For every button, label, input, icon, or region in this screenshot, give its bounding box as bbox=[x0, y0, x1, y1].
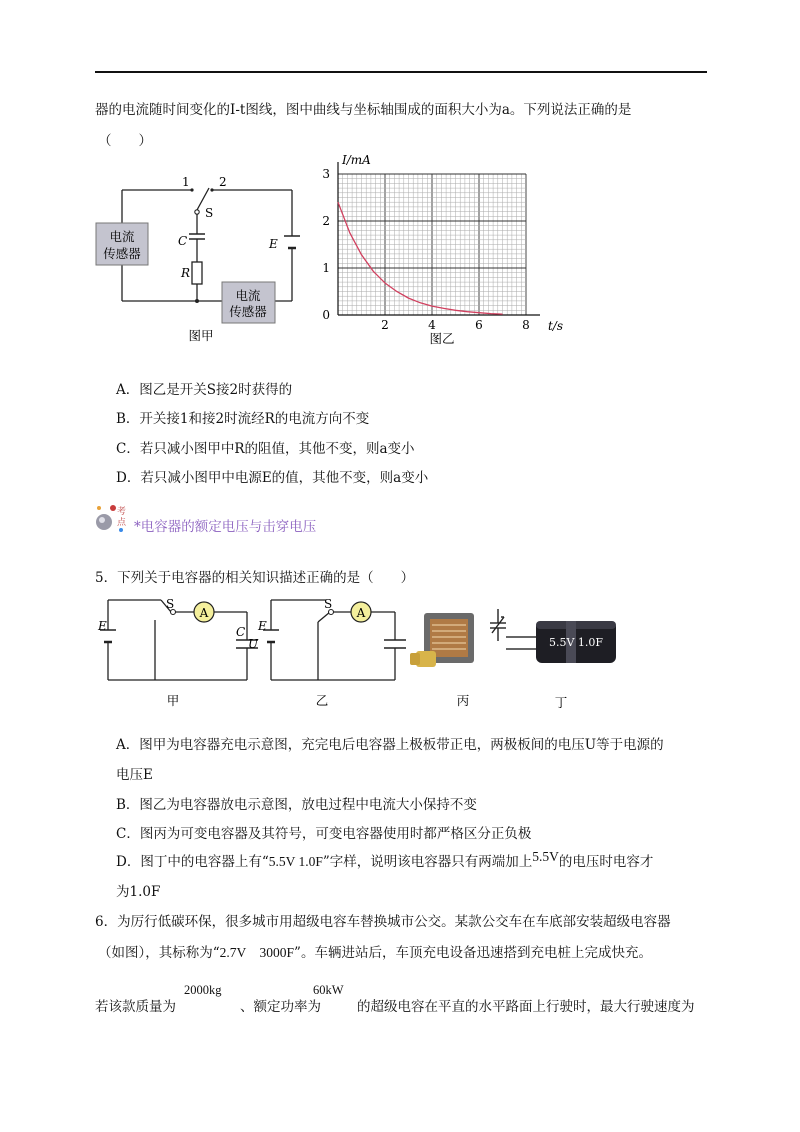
res-label: R bbox=[181, 266, 191, 280]
q5-jia-switch-label: S bbox=[166, 597, 175, 611]
q4-option-b: B．开关接1和接2时流经R的电流方向不变 bbox=[116, 411, 370, 427]
q5-option-b: B．图乙为电容器放电示意图，放电过程中电流大小保持不变 bbox=[116, 797, 477, 813]
node2-label: 2 bbox=[219, 175, 227, 189]
x-tick-label: 4 bbox=[428, 318, 436, 332]
kaodian-title: *电容器的额定电压与击穿电压 bbox=[134, 519, 317, 535]
q5-option-d-line2: 为1.0F bbox=[116, 884, 161, 900]
q5-figure-yi bbox=[250, 592, 410, 712]
q5-figure-ding bbox=[506, 615, 626, 715]
q5-figure-jia bbox=[95, 592, 265, 712]
kaodian-badge-icon bbox=[91, 500, 133, 540]
q5-caption-yi: 乙 bbox=[315, 693, 329, 708]
x-tick-label: 8 bbox=[522, 318, 530, 332]
q4-option-c: C．若只减小图甲中R的阻值，其他不变，则a变小 bbox=[116, 441, 415, 457]
sensor2-label-line1: 电流 bbox=[235, 288, 261, 303]
q5-figure-bing bbox=[408, 595, 518, 713]
q5-caption-bing: 丙 bbox=[456, 693, 470, 708]
intro-line: 器的电流随时间变化的I-t图线，图中曲线与坐标轴围成的面积大小为a。下列说法正确的是 bbox=[95, 102, 632, 118]
x-tick-label: 2 bbox=[381, 318, 389, 332]
figure-jia-caption: 图甲 bbox=[188, 328, 214, 343]
y-axis-label: I/mA bbox=[342, 153, 371, 167]
q5-option-a-line1: A．图甲为电容器充电示意图，充完电后电容器上极板带正电，两极板间的电压U等于电源的 bbox=[116, 737, 664, 753]
variable-capacitor-symbol-icon bbox=[490, 609, 506, 641]
sensor2-label-line2: 传感器 bbox=[229, 304, 267, 319]
figure-yi-chart bbox=[320, 150, 563, 350]
q5-jia-emf-label: E bbox=[98, 619, 107, 633]
x-axis-label: t/s bbox=[547, 319, 563, 333]
cap-label: C bbox=[178, 234, 188, 248]
sensor1-label-line2: 传感器 bbox=[103, 246, 141, 261]
q6-line2: （如图），其标称为“2.7V 3000F”。车辆进站后，车顶充电设备迅速搭到充电桩上完成快充。 bbox=[98, 945, 652, 961]
q5-yi-switch-label: S bbox=[324, 597, 333, 611]
q5-option-d-line1: D．图丁中的电容器上有“5.5V 1.0F”字样，说明该电容器只有两端加上5.5V的电压时电容才 bbox=[116, 849, 654, 870]
header-rule bbox=[95, 71, 707, 73]
q6-line1: 6．为厉行低碳环保，很多城市用超级电容车替换城市公交。某款公交车在车底部安装超级电容器 bbox=[95, 914, 671, 930]
q5-option-a-line2: 电压E bbox=[116, 767, 153, 783]
node1-label: 1 bbox=[182, 175, 190, 189]
figure-jia-circuit bbox=[85, 168, 315, 348]
q5-caption-ding: 丁 bbox=[554, 695, 568, 710]
q4-option-a: A．图乙是开关S接2时获得的 bbox=[116, 382, 293, 398]
q5-yi-emf-label: E bbox=[258, 619, 267, 633]
switch-label: S bbox=[205, 206, 214, 220]
q5-yi-voltage-label: U bbox=[248, 637, 259, 651]
q6-power-value: 60kW bbox=[313, 983, 344, 997]
q4-option-d: D．若只减小图甲中电源E的值，其他不变，则a变小 bbox=[116, 470, 429, 486]
y-tick-label: 3 bbox=[322, 167, 330, 181]
current-decay-curve bbox=[338, 202, 503, 314]
ammeter-label: A bbox=[199, 606, 209, 620]
q5-option-c: C．图丙为可变电容器及其符号，可变电容器使用时都严格区分正负极 bbox=[116, 826, 532, 842]
q6-line3: 若该款质量为 、额定功率为 的超级电容在平直的水平路面上行驶时，最大行驶速度为 bbox=[95, 999, 695, 1015]
origin-label: 0 bbox=[322, 308, 330, 322]
q5-jia-cap-label: C bbox=[236, 625, 246, 639]
answer-paren: （ ） bbox=[98, 133, 152, 149]
kaodian-badge-char1: 考 bbox=[117, 507, 127, 517]
variable-capacitor-photo bbox=[410, 613, 474, 667]
ammeter-label: A bbox=[356, 606, 366, 620]
q5-stem: 5．下列关于电容器的相关知识描述正确的是（ ） bbox=[95, 570, 415, 586]
y-tick-label: 2 bbox=[322, 214, 330, 228]
capacitor-marking: 5.5V 1.0F bbox=[548, 636, 604, 649]
q5-caption-jia: 甲 bbox=[166, 693, 180, 708]
kaodian-badge-char2: 点 bbox=[117, 518, 127, 528]
emf-label: E bbox=[269, 237, 278, 251]
x-tick-label: 6 bbox=[475, 318, 483, 332]
figure-yi-caption: 图乙 bbox=[429, 331, 455, 346]
y-tick-label: 1 bbox=[322, 261, 330, 275]
q6-mass-value: 2000kg bbox=[184, 983, 222, 997]
sensor1-label-line1: 电流 bbox=[109, 229, 135, 244]
